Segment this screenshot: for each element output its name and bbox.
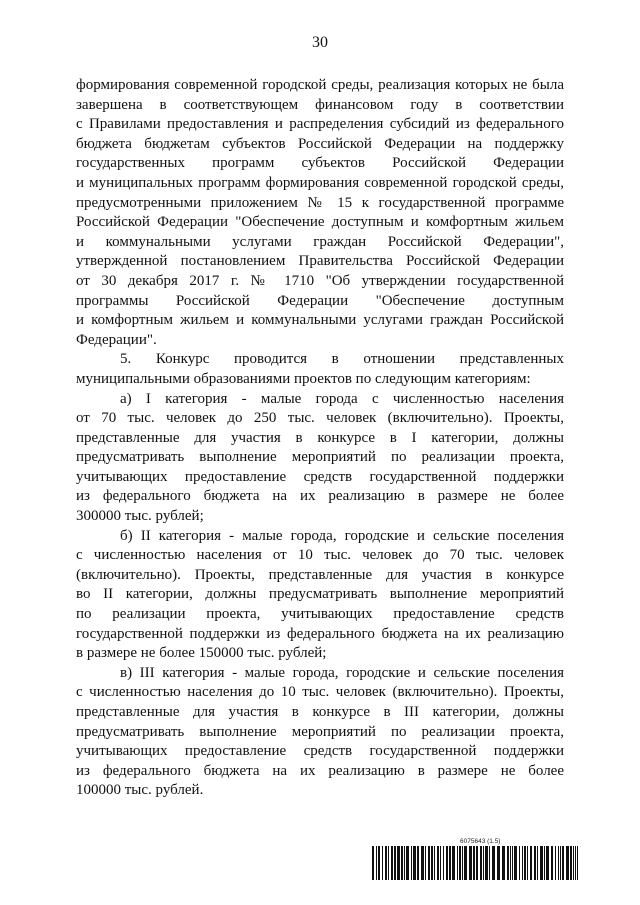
barcode-block xyxy=(372,838,578,880)
barcode-label: 6075643 (1.5) xyxy=(460,838,501,845)
text-line: программы Российской Федерации "Обеспечение доступным xyxy=(76,292,564,309)
text-line: Федерации". xyxy=(76,331,157,348)
text-line: представленные для участия в конкурсе в III категории, должны xyxy=(76,704,564,720)
text-line: с численностью населения от 10 тыс. человек до 70 тыс. человек xyxy=(76,547,564,564)
text-line: (включительно). Проекты, представленные для участия в конкурсе xyxy=(76,566,564,583)
text-line: государственных программ субъектов Российской Федерации xyxy=(76,155,564,172)
page-number: 30 xyxy=(312,34,328,51)
text-line: 100000 тыс. рублей. xyxy=(76,782,204,799)
text-line: из федерального бюджета на их реализацию в размере не более xyxy=(76,488,564,505)
barcode-icon xyxy=(372,846,578,880)
text-line: в размере не более 150000 тыс. рублей; xyxy=(76,645,327,662)
text-line: 5. Конкурс проводится в отношении представленных xyxy=(120,351,564,368)
text-line: предусматривать выполнение мероприятий по реализации проекта, xyxy=(76,723,564,740)
text-line: б) II категория - малые города, городские и сельские поселения xyxy=(120,527,564,544)
text-line: бюджета бюджетам субъектов Российской Федерации на поддержку xyxy=(76,135,564,152)
text-line: формирования современной городской среды, реализация которых не была xyxy=(76,77,564,93)
text-line: по реализации проекта, учитывающих предоставление средств xyxy=(76,606,564,623)
text-line: завершена в соответствующем финансовом году в соответствии xyxy=(76,96,564,113)
text-line: и комфортным жильем и коммунальными услугами граждан Российской xyxy=(76,312,564,329)
text-line: 300000 тыс. рублей; xyxy=(76,508,204,525)
text-line: с Правилами предоставления и распределения субсидий из федерального xyxy=(76,116,564,133)
text-line: предусмотренными приложением № 15 к государственной программе xyxy=(76,194,564,211)
text-line: а) I категория - малые города с численностью населения xyxy=(120,390,564,407)
text-line: утвержденной постановлением Правительства Российской Федерации xyxy=(76,253,564,270)
text-line: государственной поддержки из федерального бюджета на их реализацию xyxy=(76,625,564,642)
text-line: учитывающих предоставление средств государственной поддержки xyxy=(76,468,564,485)
text-line: Российской Федерации "Обеспечение доступным и комфортным жильем xyxy=(76,214,564,231)
text-line: с численностью населения до 10 тыс. человек (включительно). Проекты, xyxy=(76,684,564,701)
text-line: от 70 тыс. человек до 250 тыс. человек (включительно). Проекты, xyxy=(76,410,564,427)
text-line: из федерального бюджета на их реализацию в размере не более xyxy=(76,762,564,779)
text-line: учитывающих предоставление средств государственной поддержки xyxy=(76,743,564,760)
text-line: в) III категория - малые города, городские и сельские поселения xyxy=(120,664,564,681)
text-line: от 30 декабря 2017 г. № 1710 "Об утверждении государственной xyxy=(76,272,564,289)
text-line: и муниципальных программ формирования современной городской среды, xyxy=(76,174,564,191)
text-line: предусматривать выполнение мероприятий по реализации проекта, xyxy=(76,449,564,466)
text-line: во II категории, должны предусматривать выполнение мероприятий xyxy=(76,586,564,603)
text-line: представленные для участия в конкурсе в I категории, должны xyxy=(76,429,564,446)
text-line: и коммунальными услугами граждан Российской Федерации", xyxy=(76,233,564,250)
text-line: муниципальными образованиями проектов по следующим категориям: xyxy=(76,370,531,387)
document-body xyxy=(76,76,564,801)
